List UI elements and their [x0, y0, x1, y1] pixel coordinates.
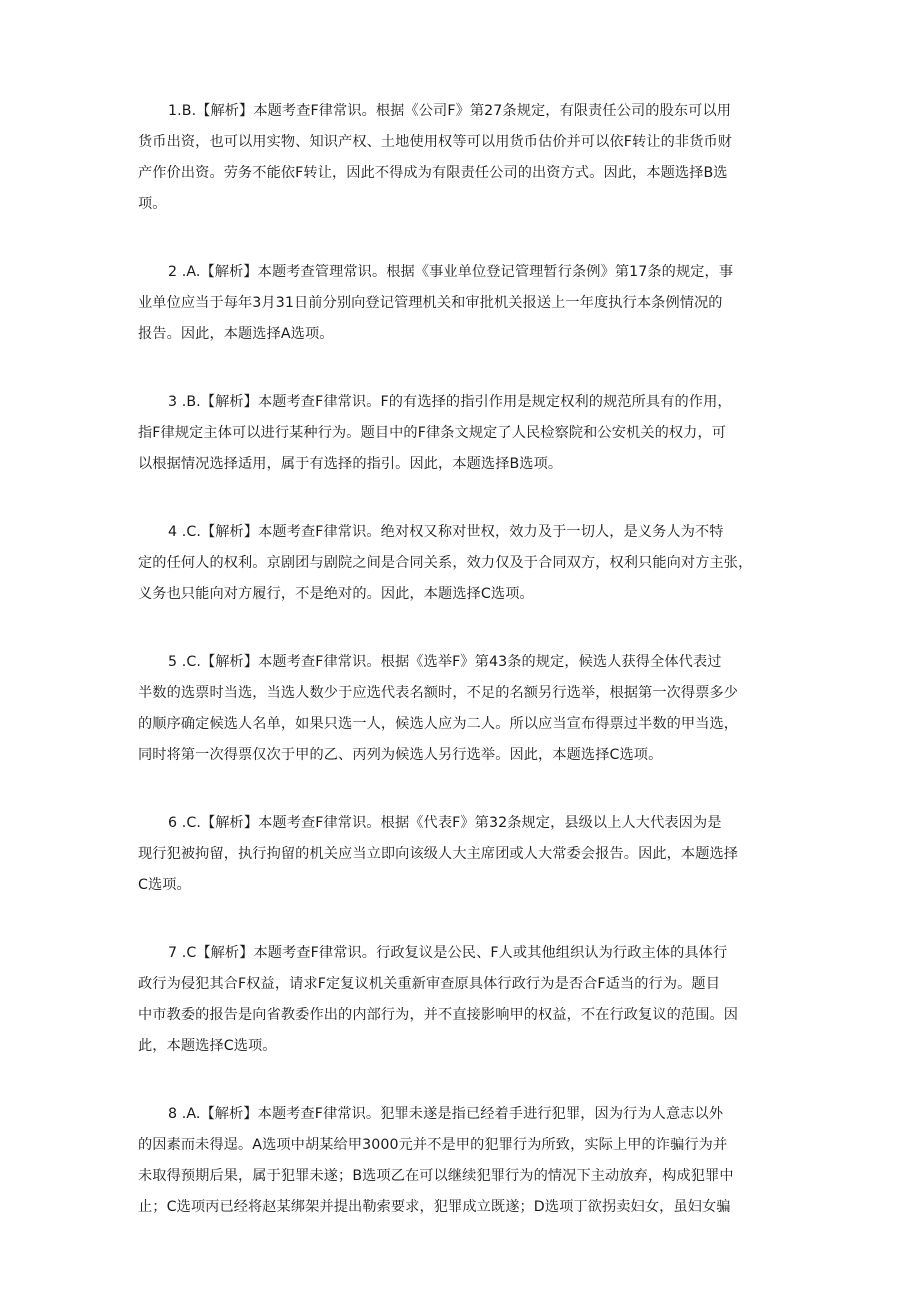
paragraph-line: 产作价出资。劳务不能依F转让，因此不得成为有限责任公司的出资方式。因此，本题选择B选 [138, 165, 728, 181]
paragraph-line: 现行犯被拘留，执行拘留的机关应当立即向该级人大主席团或人大常委会报告。因此，本题选择 [138, 846, 739, 862]
answer-paragraph-3 [138, 387, 790, 480]
paragraph-line: 此，本题选择C选项。 [138, 1038, 277, 1054]
paragraph-line: 指F律规定主体可以进行某种行为。题目中的F律条文规定了人民检察院和公安机关的权力，可 [138, 425, 727, 441]
paragraph-line: 定的任何人的权利。京剧团与剧院之间是合同关系，效力仅及于合同双方，权利只能向对方主张， [138, 555, 753, 571]
answer-paragraph-4 [138, 517, 790, 610]
paragraph-line: 项。 [138, 196, 167, 212]
paragraph-line: 1.B.【解析】本题考查F律常识。根据《公司F》第27条规定，有限责任公司的股东可以用 [168, 103, 732, 119]
paragraph-line: 报告。因此，本题选择A选项。 [138, 326, 334, 342]
paragraph-line: 2 .A.【解析】本题考查管理常识。根据《事业单位登记管理暂行条例》第17条的规定，事 [168, 264, 734, 280]
answer-paragraph-8 [138, 1099, 790, 1223]
paragraph-line: 5 .C.【解析】本题考查F律常识。根据《选举F》第43条的规定，候选人获得全体代表过 [168, 654, 722, 670]
paragraph-line: 的因素而未得逞。A选项中胡某给甲3000元并不是甲的犯罪行为所致，实际上甲的诈骗行为并 [138, 1137, 728, 1153]
paragraph-line: 政行为侵犯其合F权益，请求F定复议机关重新审查原具体行政行为是否合F适当的行为。题目 [138, 976, 720, 992]
paragraph-line: 半数的选票时当选，当选人数少于应选代表名额时，不足的名额另行选举，根据第一次得票多少 [138, 685, 739, 701]
paragraph-line: 4 .C.【解析】本题考查F律常识。绝对权又称对世权，效力及于一切人，是义务人为不特 [168, 524, 724, 540]
paragraph-line: 未取得预期后果，属于犯罪未遂；B选项乙在可以继续犯罪行为的情况下主动放弃，构成犯罪中 [138, 1168, 734, 1184]
answer-paragraph-5 [138, 647, 790, 771]
paragraph-line: C选项。 [138, 877, 191, 893]
answer-paragraph-2 [138, 257, 790, 350]
paragraph-line: 止；C选项丙已经将赵某绑架并提出勒索要求，犯罪成立既遂；D选项丁欲拐卖妇女，虽妇女骗 [138, 1199, 731, 1215]
paragraph-line: 义务也只能向对方履行，不是绝对的。因此，本题选择C选项。 [138, 586, 534, 602]
paragraph-line: 7 .C【解析】本题考查F律常识。行政复议是公民、F人或其他组织认为行政主体的具体行 [168, 945, 728, 961]
paragraph-line: 8 .A.【解析】本题考查F律常识。犯罪未遂是指已经着手进行犯罪，因为行为人意志以外 [168, 1106, 724, 1122]
paragraph-line: 中市教委的报告是向省教委作出的内部行为，并不直接影响甲的权益，不在行政复议的范围。因 [138, 1007, 739, 1023]
paragraph-line: 货币出资，也可以用实物、知识产权、土地使用权等可以用货币估价并可以依F转让的非货币财 [138, 134, 733, 150]
paragraph-line: 业单位应当于每年3月31日前分别向登记管理机关和审批机关报送上一年度执行本条例情况的 [138, 295, 723, 311]
paragraph-line: 3 .B.【解析】本题考查F律常识。F的有选择的指引作用是规定权利的规范所具有的作用， [168, 394, 732, 410]
answer-paragraph-6 [138, 808, 790, 901]
paragraph-line: 6 .C.【解析】本题考查F律常识。根据《代表F》第32条规定，县级以上人大代表因为是 [168, 815, 722, 831]
document-page [138, 96, 790, 1260]
answer-paragraph-7 [138, 938, 790, 1062]
paragraph-line: 以根据情况选择适用，属于有选择的指引。因此，本题选择B选项。 [138, 456, 563, 472]
answer-paragraph-1 [138, 96, 790, 220]
paragraph-line: 的顺序确定候选人名单，如果只选一人，候选人应为二人。所以应当宣布得票过半数的甲当选， [138, 716, 739, 732]
paragraph-line: 同时将第一次得票仅次于甲的乙、丙列为候选人另行选举。因此，本题选择C选项。 [138, 747, 663, 763]
